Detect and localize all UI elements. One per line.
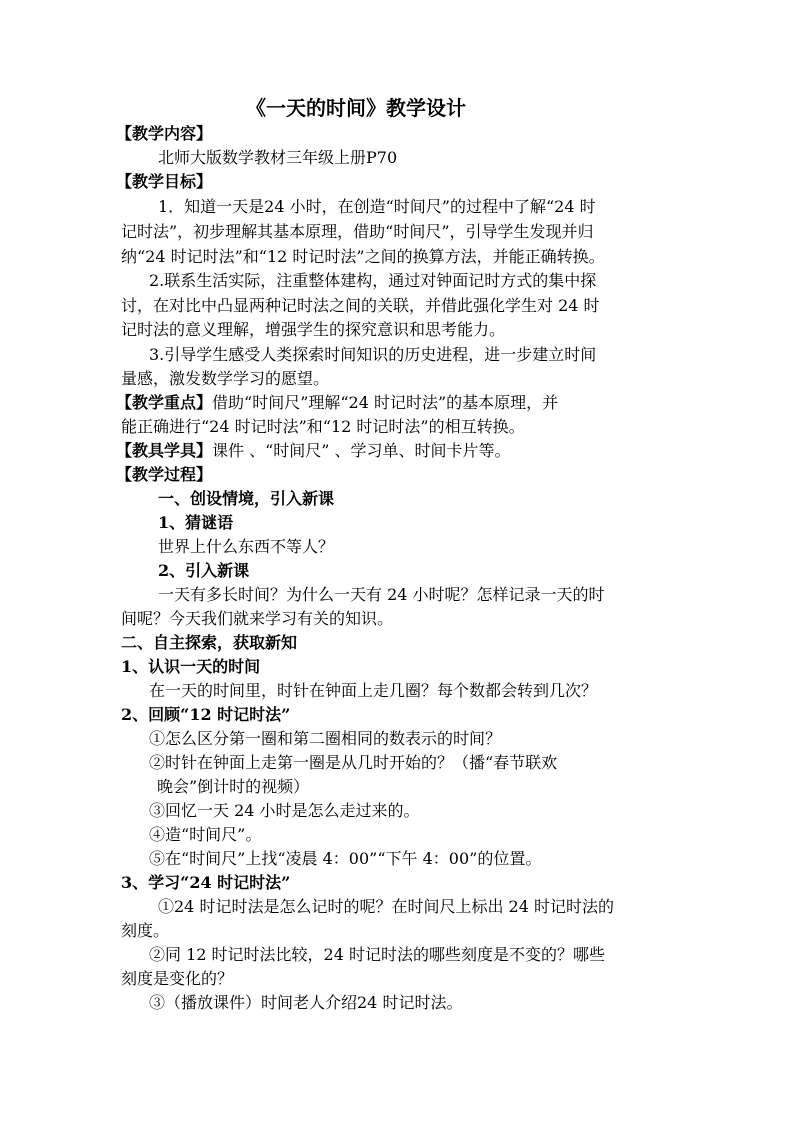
key-text-line1: 借助“时间尺”理解“24 时记时法”的基本原理，并 bbox=[212, 393, 559, 412]
part2-step2-item5: ⑤在“时间尺”上找“凌晨 4：00”“下午 4：00”的位置。 bbox=[149, 849, 542, 868]
part2-step3-item2-line1: ②同 12 时记时法比较，24 时记时法的哪些刻度是不变的？哪些 bbox=[149, 945, 605, 964]
part1-step2-heading: 2、引入新课 bbox=[158, 561, 250, 580]
part2-step2-heading: 2、回顾“12 时记时法” bbox=[121, 705, 291, 724]
part2-heading: 二、自主探索，获取新知 bbox=[121, 633, 298, 652]
part1-step1-heading: 1、猜谜语 bbox=[158, 513, 234, 532]
process-heading: 【教学过程】 bbox=[116, 465, 213, 484]
part2-step3-item1-line1: ①24 时记时法是怎么记时的呢？在时间尺上标出 24 时记时法的 bbox=[158, 897, 614, 916]
part1-step2-line2: 间呢？今天我们就来学习有关的知识。 bbox=[121, 609, 394, 628]
part2-step3-heading: 3、学习“24 时记时法” bbox=[121, 873, 291, 892]
goal2-line1: 2.联系生活实际，注重整体建构，通过对钟面记时方式的集中探 bbox=[149, 271, 597, 290]
part2-step2-item1: ①怎么区分第一圈和第二圈相同的数表示的时间？ bbox=[149, 729, 502, 748]
goal3-line2: 量感，激发数学学习的愿望。 bbox=[121, 369, 330, 388]
part1-step1-text: 世界上什么东西不等人？ bbox=[158, 537, 335, 556]
content-text: 北师大版数学教材三年级上册P70 bbox=[158, 148, 398, 167]
part2-step2-item3: ③回忆一天 24 小时是怎么走过来的。 bbox=[149, 801, 420, 820]
part2-step1-text: 在一天的时间里，时针在钟面上走几圈？每个数都会转到几次？ bbox=[149, 681, 598, 700]
part2-step2-item4: ④造“时间尺”。 bbox=[149, 825, 262, 844]
tools-heading: 【教具学具】 bbox=[116, 441, 213, 460]
goal2-line3: 记时法的意义理解，增强学生的探究意识和思考能力。 bbox=[121, 320, 506, 339]
part2-step2-item2-line2: 晚会”倒计时的视频） bbox=[157, 777, 310, 796]
part2-step3-item1-line2: 刻度。 bbox=[121, 921, 170, 940]
tools-text: 课件 、“时间尺” 、学习单、时间卡片等。 bbox=[212, 441, 511, 460]
goals-heading: 【教学目标】 bbox=[116, 172, 213, 191]
part2-step1-heading: 1、认识一天的时间 bbox=[121, 657, 261, 676]
part2-step3-item2-line2: 刻度是变化的？ bbox=[121, 969, 234, 988]
goal3-line1: 3.引导学生感受人类探索时间知识的历史进程，进一步建立时间 bbox=[149, 345, 597, 364]
goal1-line2: 记时法”，初步理解其基本原理，借助“时间尺”，引导学生发现并归 bbox=[121, 222, 594, 241]
key-points-line1 bbox=[116, 393, 558, 413]
goal1-line1: 1．知道一天是24 小时，在创造“时间尺”的过程中了解“24 时 bbox=[158, 197, 596, 216]
key-text-line2: 能正确进行“24 时记时法”和“12 时记时法”的相互转换。 bbox=[121, 417, 525, 436]
part2-step2-item2-line1: ②时针在钟面上走第一圈是从几时开始的？（播“春节联欢 bbox=[149, 753, 558, 772]
content-heading: 【教学内容】 bbox=[116, 124, 213, 143]
document-title: 《一天的时间》教学设计 bbox=[246, 96, 466, 120]
goal1-line3: 纳“24 时记时法”和“12 时记时法”之间的换算方法，并能正确转换。 bbox=[121, 247, 605, 266]
part2-step3-item3: ③（播放课件）时间老人介绍24 时记时法。 bbox=[149, 993, 463, 1012]
part1-step2-line1: 一天有多长时间？为什么一天有 24 小时呢？怎样记录一天的时 bbox=[158, 585, 605, 604]
goal2-line2: 讨，在对比中凸显两种记时法之间的关联，并借此强化学生对 24 时 bbox=[121, 296, 600, 315]
tools-line bbox=[116, 441, 511, 461]
key-heading: 【教学重点】 bbox=[116, 393, 213, 412]
part1-heading: 一、创设情境，引入新课 bbox=[158, 489, 335, 508]
